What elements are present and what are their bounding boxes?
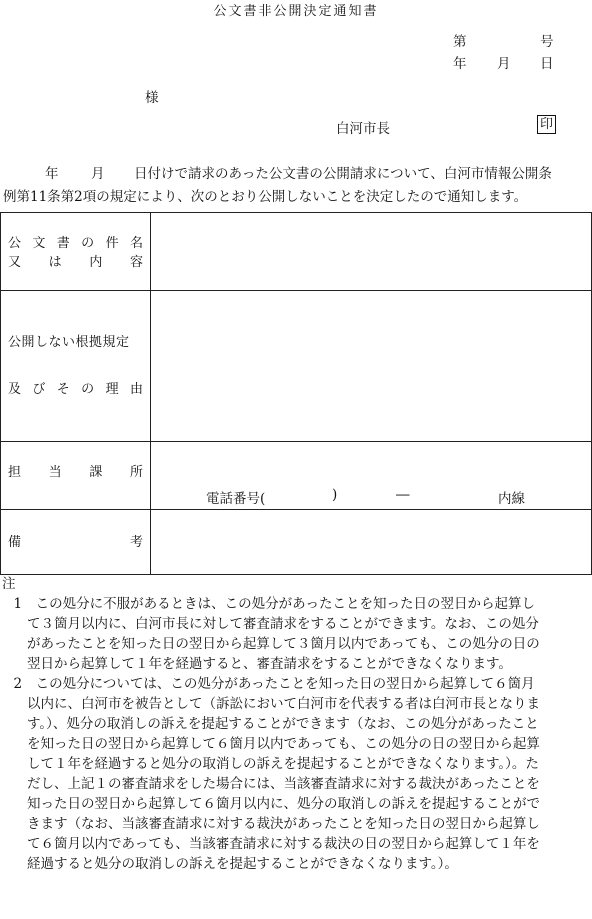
label-char: 考 bbox=[129, 534, 143, 550]
label-char: 名 bbox=[129, 235, 143, 251]
seal-mark: 印 bbox=[537, 115, 556, 134]
label-char: 備 bbox=[8, 534, 22, 550]
notice-table bbox=[0, 212, 592, 575]
label-reason bbox=[1, 291, 151, 442]
note-line: 知った日の翌日から起算して６箇月以内に、処分の取消しの訴えを提起することがで bbox=[0, 796, 540, 812]
intro-year: 年 bbox=[45, 166, 59, 182]
label-char: 当 bbox=[48, 465, 62, 480]
note-line: 経過すると処分の取消しの訴えを提起することができなくなります。）。 bbox=[0, 856, 458, 872]
date-day: 日 bbox=[540, 56, 554, 72]
note-line: きます（なお、当該審査請求に対する裁決があったことを知った日の翌日から起算し bbox=[0, 816, 540, 832]
document-title: 公文書非公開決定通知書 bbox=[213, 4, 379, 19]
label-line bbox=[1, 253, 150, 272]
label-line bbox=[1, 380, 150, 399]
label-char: 公 bbox=[8, 235, 22, 251]
label-char: 担 bbox=[8, 465, 22, 480]
label-remarks bbox=[1, 510, 151, 575]
number-suffix: 号 bbox=[540, 34, 554, 50]
label-line bbox=[1, 533, 150, 552]
label-char: 書 bbox=[56, 235, 70, 251]
number-prefix: 第 bbox=[453, 34, 467, 50]
row-department bbox=[1, 442, 592, 510]
label-char: 文 bbox=[32, 235, 46, 251]
phone-close: ) bbox=[332, 487, 338, 503]
intro-line2: 例第11条第2項の規定により、次のとおり公開しないことを決定したので通知します。 bbox=[3, 189, 528, 205]
value-remarks[interactable] bbox=[151, 510, 592, 575]
label-char: 及 bbox=[8, 382, 22, 397]
label-char: の bbox=[81, 235, 95, 251]
note-line: して１年を経過すると処分の取消しの訴えを提起することができなくなります。）。た bbox=[0, 756, 539, 772]
date-year: 年 bbox=[453, 56, 467, 72]
label-char: 件 bbox=[105, 235, 119, 251]
label-char: 内 bbox=[89, 254, 103, 270]
label-char: 課 bbox=[89, 465, 103, 480]
label-char: そ bbox=[56, 382, 70, 397]
row-remarks bbox=[1, 510, 592, 575]
extension-label: 内線 bbox=[498, 491, 525, 507]
label-char: 由 bbox=[129, 382, 143, 397]
label-line: 公開しない根拠規定 bbox=[8, 335, 130, 350]
phone-label: 電話番号( bbox=[206, 491, 266, 507]
note-line: 2 この処分については、この処分があったことを知った日の翌日から起算して６箇月 bbox=[0, 676, 535, 692]
notes-heading: 注 bbox=[2, 576, 16, 592]
notes-section bbox=[0, 574, 592, 874]
phone-dash: ― bbox=[396, 487, 410, 503]
label-char: は bbox=[48, 254, 62, 270]
row-document-name bbox=[1, 213, 592, 291]
note-line: があったことを知った日の翌日から起算して３箇月以内であっても、この処分の日の bbox=[0, 636, 540, 652]
note-line: て３箇月以内に、白河市長に対して審査請求をすることができます。なお、この処分 bbox=[0, 616, 539, 632]
label-line bbox=[1, 463, 150, 482]
label-char: び bbox=[32, 382, 46, 397]
note-line: す。）、処分の取消しの訴えを提起することができます（なお、この処分があったこと bbox=[0, 716, 539, 732]
note-line: 1 この処分に不服があるときは、この処分があったことを知った日の翌日から起算し bbox=[0, 596, 535, 612]
note-line: を知った日の翌日から起算して６箇月以内であっても、この処分の日の翌日から起算 bbox=[0, 736, 540, 752]
note-line: て６箇月以内であっても、当該審査請求に対する裁決の日の翌日から起算して１年を bbox=[0, 836, 540, 852]
intro-line1: 日付けで請求のあった公文書の公開請求について、白河市情報公開条 bbox=[134, 166, 552, 182]
label-char: の bbox=[81, 382, 95, 397]
label-char: 理 bbox=[105, 382, 119, 397]
label-char: 所 bbox=[129, 465, 143, 480]
note-line: 以内に、白河市を被告として（訴訟において白河市を代表する者は白河市長となりま bbox=[0, 696, 540, 712]
note-line: 翌日から起算して１年を経過すると、審査請求をすることができなくなります。 bbox=[0, 656, 512, 672]
label-line bbox=[1, 234, 150, 253]
addressee-suffix: 様 bbox=[145, 90, 159, 106]
label-department bbox=[1, 442, 151, 510]
value-document-name[interactable] bbox=[151, 213, 592, 291]
issuer-name: 白河市長 bbox=[336, 121, 390, 137]
label-document-name bbox=[1, 213, 151, 291]
label-char: 又 bbox=[8, 254, 22, 270]
official-seal bbox=[537, 115, 556, 134]
intro-month: 月 bbox=[91, 166, 105, 182]
date-month: 月 bbox=[497, 56, 511, 72]
value-department[interactable] bbox=[151, 442, 592, 510]
value-reason[interactable] bbox=[151, 291, 592, 442]
note-line: だし、上記１の審査請求をした場合には、当該審査請求に対する裁決があったことを bbox=[0, 776, 540, 792]
label-char: 容 bbox=[129, 254, 143, 270]
row-reason bbox=[1, 291, 592, 442]
